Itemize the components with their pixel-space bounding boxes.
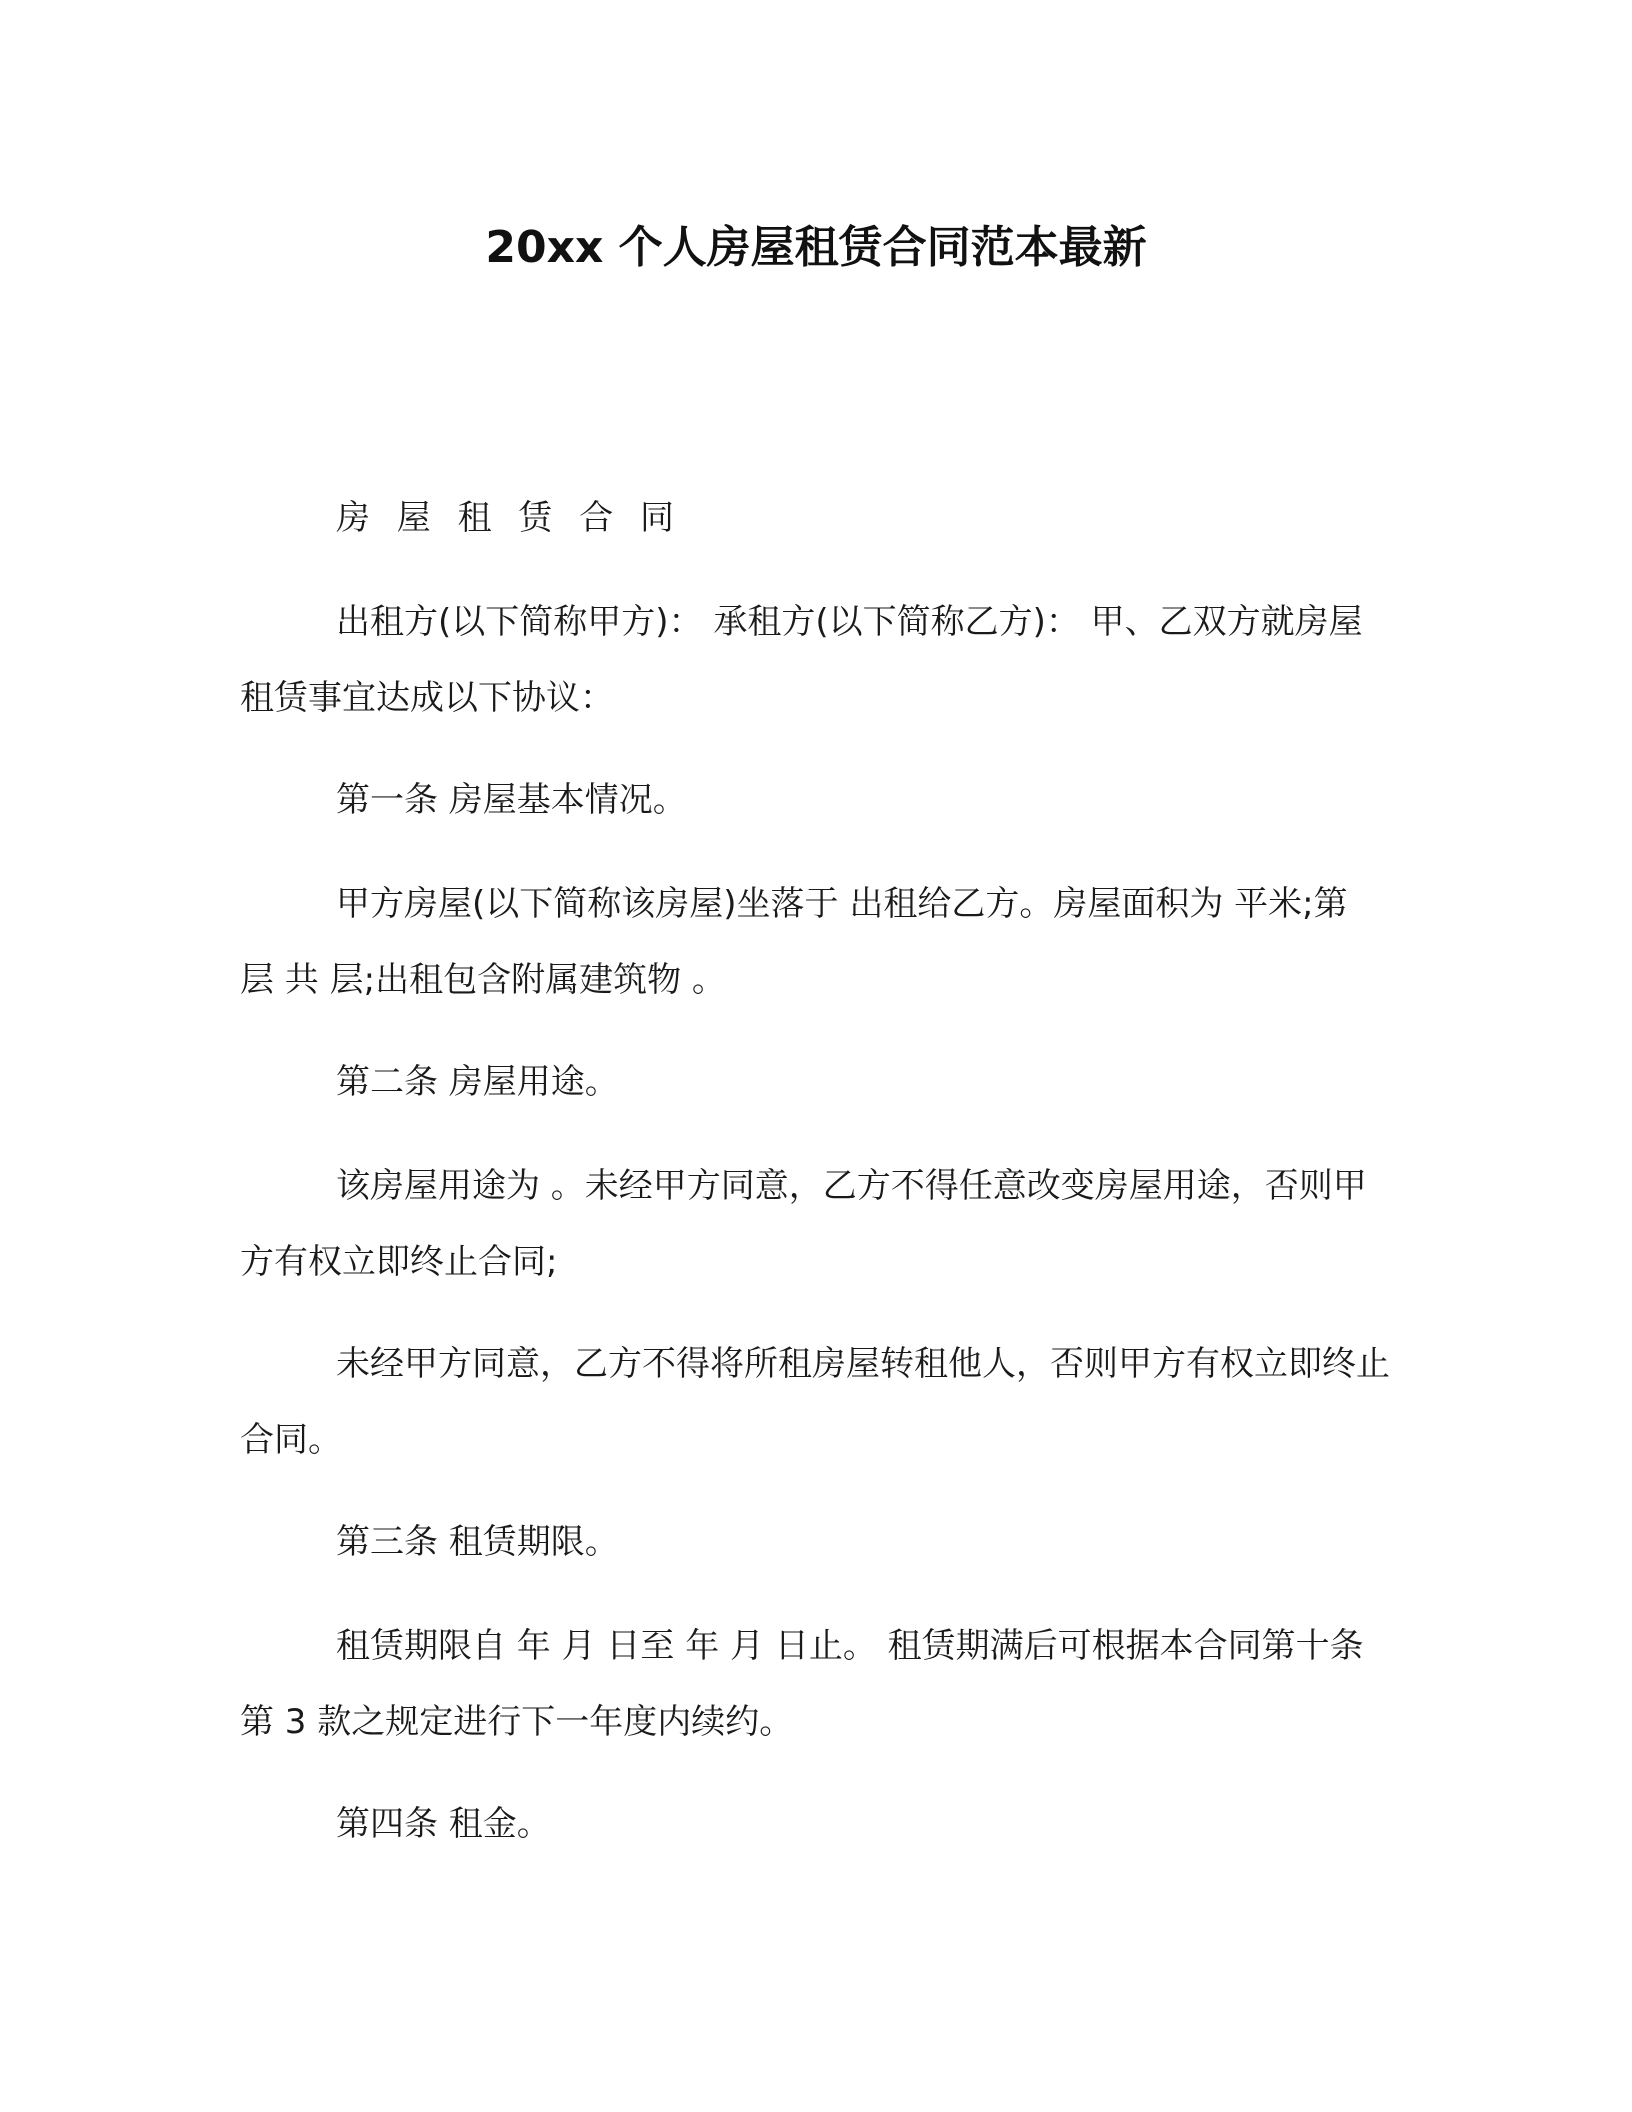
article-four-heading: 第四条 租金。 (336, 1804, 551, 1844)
article-two-body-2: 未经甲方同意，乙方不得将所租房屋转租他人，否则甲方有权立即终止合同。 (240, 1344, 1390, 1460)
article-three-body: 租赁期限自 年 月 日至 年 月 日止。 租赁期满后可根据本合同第十条第 3 款之规定进行下一年度内续约。 (240, 1626, 1364, 1742)
contract-heading: 房 屋 租 赁 合 同 (336, 498, 683, 538)
article-one-heading: 第一条 房屋基本情况。 (336, 780, 687, 820)
article-two-body-1: 该房屋用途为 。未经甲方同意，乙方不得任意改变房屋用途，否则甲方有权立即终止合同; (240, 1166, 1367, 1282)
article-one-body: 甲方房屋(以下简称该房屋)坐落于 出租给乙方。房屋面积为 平米;第 层 共 层;出租包含附属建筑物 。 (240, 884, 1348, 1000)
article-two-heading: 第二条 房屋用途。 (336, 1062, 619, 1102)
document-title: 20xx 个人房屋租赁合同范本最新 (485, 222, 1147, 273)
article-three-heading: 第三条 租赁期限。 (336, 1522, 619, 1562)
parties-paragraph: 出租方(以下简称甲方)： 承租方(以下简称乙方)： 甲、乙双方就房屋租赁事宜达成以下协议： (240, 602, 1363, 718)
